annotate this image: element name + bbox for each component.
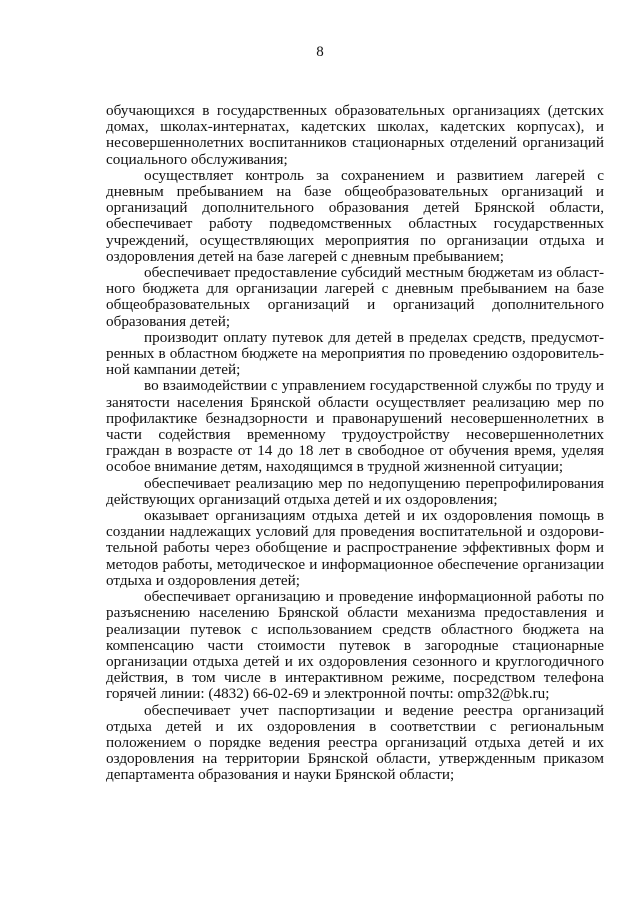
document-body xyxy=(106,103,604,784)
paragraph: обеспечивает учет паспортизации и ведение реестра организаций отдыха детей и их оздоровления в соответствии с региональным положением о порядке ведения реестра организаций отдыха детей и их оздоровления на территории Брянской области, утвержденным приказом департамента образования и науки Брянской области; xyxy=(106,701,604,784)
paragraph: во взаимодействии с управлением государственной службы по труду и занятости населения Брянской области осуществляет реализацию мер по профилактике безнадзорности и правонарушений несовершеннолетних в части содействия временному трудоустройству несовершеннолетних граждан в возрасте от 14 до 18 лет в свободное от обучения время, уделяя особое внимание детям, находящимся в трудной жизненной ситуации; xyxy=(106,377,604,476)
paragraph: осуществляет контроль за сохранением и развитием лагерей с дневным пребыванием на базе общеобразовательных организаций и организаций дополнительного образования детей Брянской области, обеспечивает работу подведомственных областных государственных учреждений, осуществляющих мероприятия по организации отдыха и оздоровления детей на базе лагерей с дневным пребыванием; xyxy=(106,166,604,265)
paragraph: обеспечивает реализацию мер по недопущению перепрофилирования действующих организаций отдыха детей и их оздоровления; xyxy=(106,474,604,508)
paragraph: обучающихся в государственных образовательных организациях (детских домах, школах-интернатах, кадетских школах, кадетских корпусах), и несовершеннолетних воспитанников стационарных отделений организаций социального обслуживания; xyxy=(106,102,604,168)
page-number: 8 xyxy=(316,44,324,60)
paragraph: обеспечивает организацию и проведение информационной работы по разъяснению населению Брянской области механизма предоставления и реализации путевок с использованием средств областного бюджета на компенсацию части стоимости путевок в загородные стационарные организации отдыха детей и их оздоровления сезонного и круглогодичного действия, в том числе в интерактивном режиме, посредством телефона горячей линии: (4832) 66-02-69 и электронной почты: omp32@bk.ru; xyxy=(106,588,604,703)
paragraph: оказывает организациям отдыха детей и их оздоровления помощь в создании надлежащих условий для проведения воспитательной и оздоровительной работы через обобщение и распространение эффективных форм и методов работы, методическое и информационное обеспечение организации отдыха и оздоровления детей; xyxy=(106,507,604,589)
paragraph: обеспечивает предоставление субсидий местным бюджетам из областного бюджета для организации лагерей с дневным пребыванием на базе общеобразовательных организаций и организаций дополнительного образования детей; xyxy=(106,264,604,330)
paragraph: производит оплату путевок для детей в пределах средств, предусмотренных в областном бюджете на мероприятия по проведению оздоровительной кампании детей; xyxy=(106,328,604,379)
